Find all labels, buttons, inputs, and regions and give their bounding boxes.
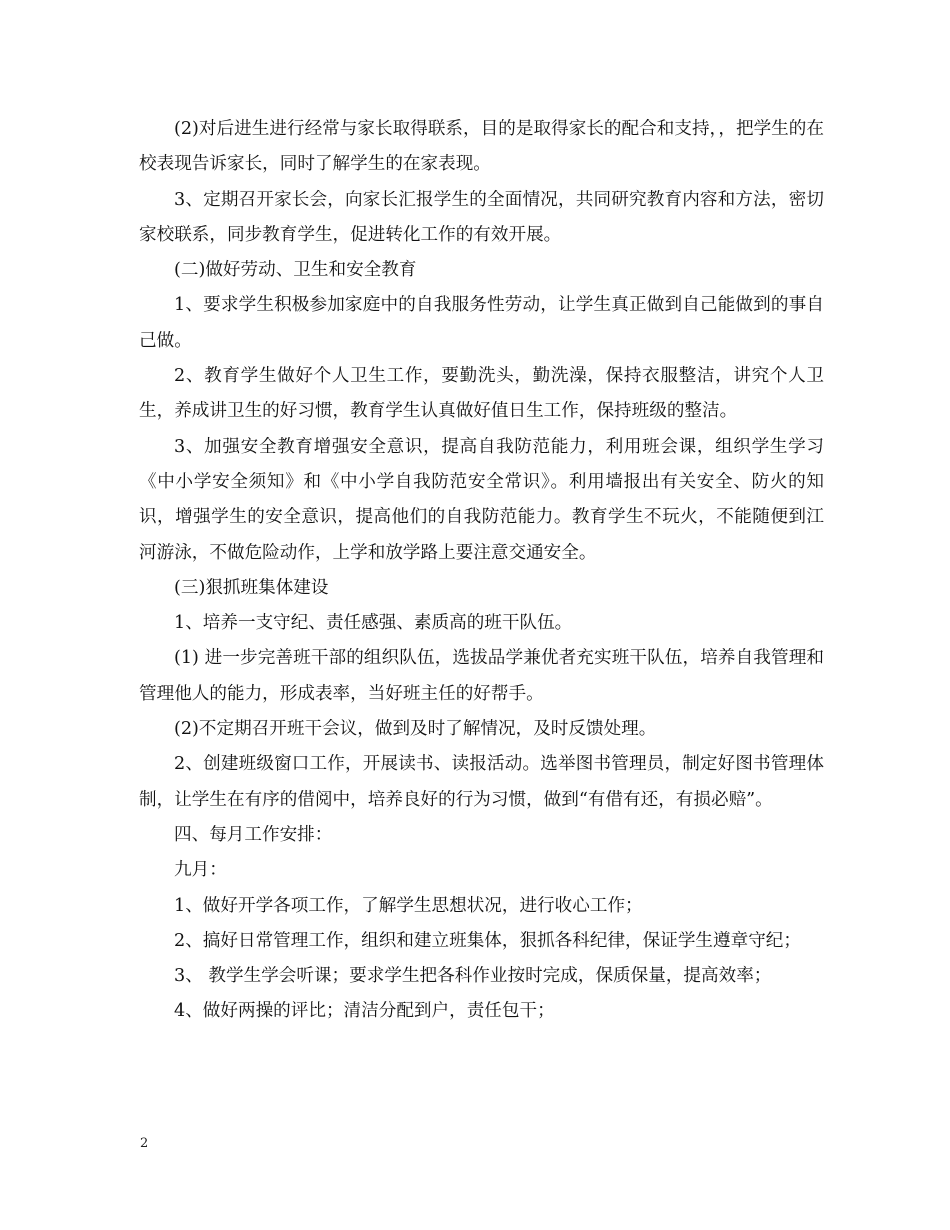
paragraph-11: 2、创建班级窗口工作，开展读书、读报活动。选举图书管理员，制定好图书管理体制，让学生在有序的借阅中，培养良好的行为习惯，做到“有借有还，有损必赔”。 (139, 754, 824, 810)
section-heading-class-building: (三)狠抓班集体建设 (174, 577, 329, 598)
paragraph-1: (2)对后进生进行经常与家长取得联系，目的是取得家长的配合和支持，，把学生的在校表现告诉家长，同时了解学生的在家表现。 (139, 119, 824, 175)
list-item-1: 1、做好开学各项工作，了解学生思想状况，进行收心工作； (174, 895, 643, 916)
paragraph-8: 1、培养一支守纪、责任感强、素质高的班干队伍。 (174, 613, 573, 634)
month-label-september: 九月： (174, 860, 227, 881)
list-item-3: 3、 教学生学会听课；要求学生把各科作业按时完成，保质保量，提高效率； (174, 966, 772, 987)
page-number: 2 (140, 1136, 149, 1151)
paragraph-10: (2)不定期召开班干会议，做到及时了解情况，及时反馈处理。 (174, 719, 657, 740)
paragraph-4: 1、要求学生积极参加家庭中的自我服务性劳动，让学生真正做到自己能做到的事自己做。 (139, 295, 824, 351)
paragraph-6: 3、加强安全教育增强安全意识，提高自我防范能力，利用班会课，组织学生学习《中小学安全须知》和《中小学自我防范安全常识》。利用墙报出有关安全、防火的知识，增强学生的安全意识，提高他们的自我防范能力。教育学生不玩火，不能随便到江河游泳，不做危险动作，上学和放学路上要注意交通安全。 (139, 436, 824, 563)
paragraph-5: 2、教育学生做好个人卫生工作，要勤洗头，勤洗澡，保持衣服整洁，讲究个人卫生，养成讲卫生的好习惯，教育学生认真做好值日生工作，保持班级的整洁。 (139, 366, 824, 422)
paragraph-2: 3、定期召开家长会，向家长汇报学生的全面情况，共同研究教育内容和方法，密切家校联系，同步教育学生，促进转化工作的有效开展。 (139, 189, 824, 245)
list-item-4: 4、做好两操的评比；清洁分配到户，责任包干； (174, 1001, 555, 1022)
document-body (139, 112, 824, 1030)
list-item-2: 2、搞好日常管理工作，组织和建立班集体，狠抓各科纪律，保证学生遵章守纪； (174, 930, 801, 951)
section-heading-labor-hygiene-safety: (二)做好劳动、卫生和安全教育 (174, 260, 417, 281)
paragraph-9: (1) 进一步完善班干部的组织队伍，选拔品学兼优者充实班干队伍，培养自我管理和管理他人的能力，形成表率，当好班主任的好帮手。 (139, 648, 824, 704)
section-heading-monthly-plan: 四、每月工作安排： (174, 824, 333, 845)
